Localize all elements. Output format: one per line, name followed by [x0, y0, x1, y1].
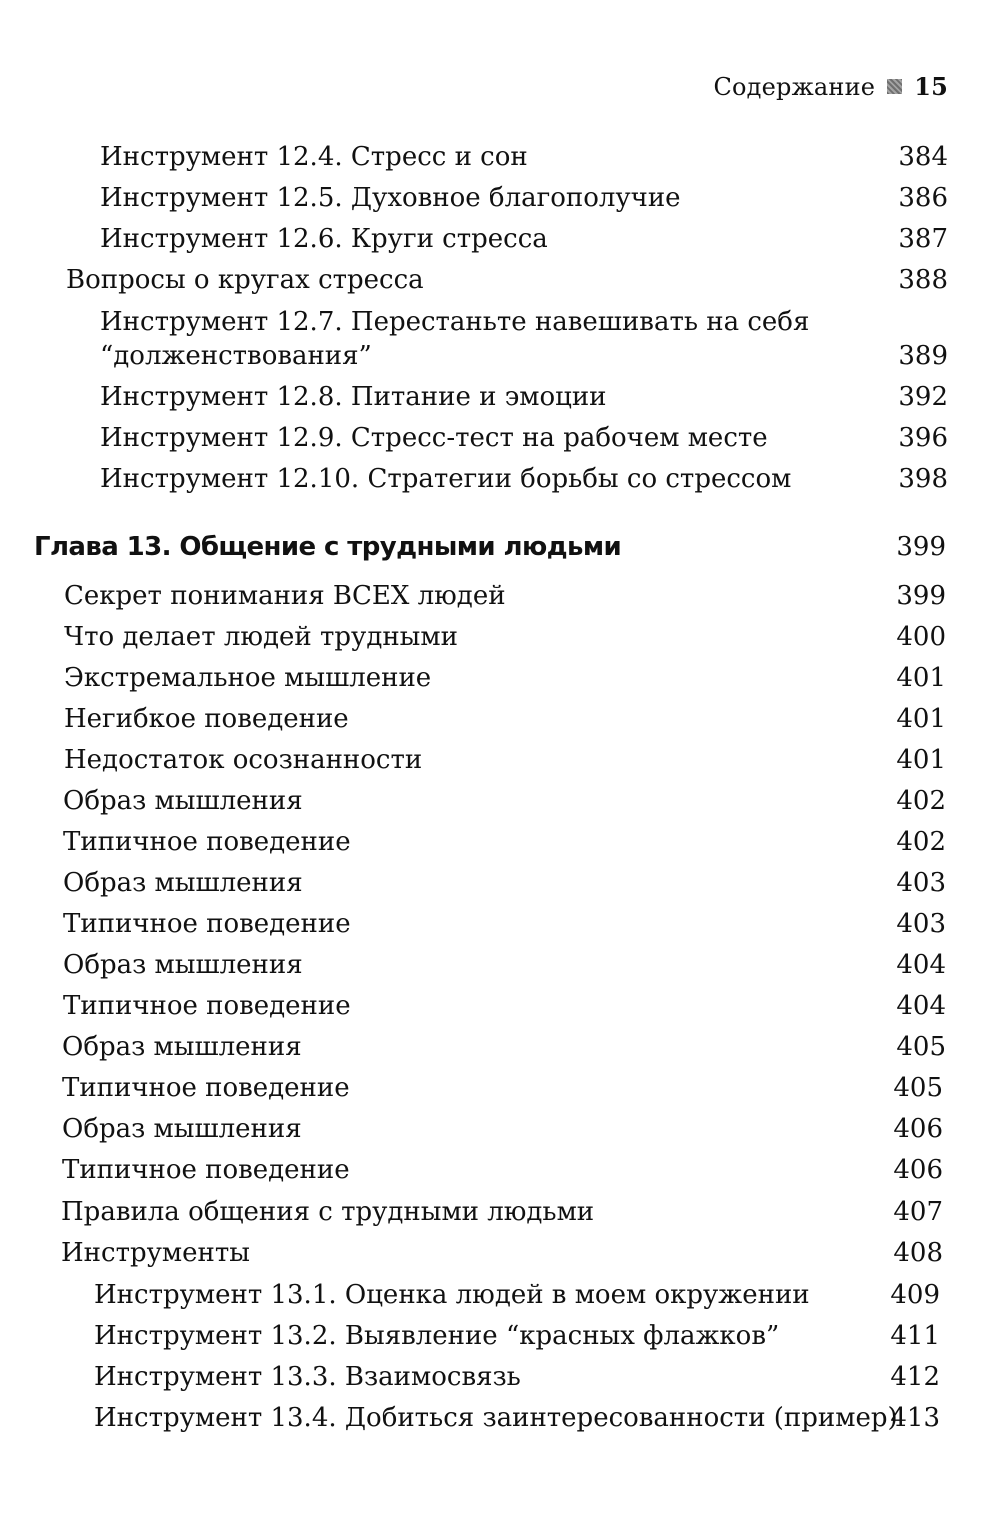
toc-entry-title: Типичное поведение [63, 827, 351, 857]
toc-entry-title: Типичное поведение [62, 1155, 350, 1185]
toc-entry-page: 400 [896, 622, 946, 652]
toc-entry-page: 402 [896, 786, 946, 816]
toc-entry-title: Инструмент 13.4. Добиться заинтересованности (пример) [94, 1403, 898, 1433]
running-head [713, 72, 948, 101]
toc-entry-title: Типичное поведение [63, 909, 351, 939]
toc-entry-title: Негибкое поведение [64, 704, 349, 734]
toc-entry-title: Инструмент 12.4. Стресс и сон [100, 142, 528, 172]
toc-entry-title: Инструмент 12.9. Стресс-тест на рабочем месте [100, 423, 768, 453]
toc-entry-page: 411 [890, 1321, 940, 1351]
toc-entry-page: 413 [890, 1403, 940, 1433]
toc-entry-title: Инструмент 12.5. Духовное благополучие [100, 183, 681, 213]
toc-entry-page: 404 [896, 950, 946, 980]
toc-entry-title: Секрет понимания ВСЕХ людей [64, 581, 506, 611]
toc-entry-title: Образ мышления [63, 950, 303, 980]
toc-entry-title: Глава 13. Общение с трудными людьми [34, 532, 622, 562]
square-bullet-icon [887, 79, 902, 94]
toc-entry-page: 407 [893, 1197, 943, 1227]
toc-entry-page: 388 [898, 265, 948, 295]
toc-entry-title: Типичное поведение [62, 1073, 350, 1103]
toc-entry-title: Образ мышления [62, 1114, 302, 1144]
toc-entry-title: Правила общения с трудными людьми [61, 1197, 595, 1227]
toc-entry-page: 409 [890, 1280, 940, 1310]
toc-entry-title: Типичное поведение [63, 991, 351, 1021]
page-number: 15 [914, 72, 948, 101]
toc-entry-page: 406 [893, 1114, 943, 1144]
toc-entry-page: 412 [890, 1362, 940, 1392]
toc-entry-page: 399 [896, 581, 946, 611]
toc-entry-title: Инструмент 12.6. Круги стресса [100, 224, 548, 254]
toc-entry-page: 403 [896, 909, 946, 939]
toc-entry-title: Инструмент 13.3. Взаимосвязь [94, 1362, 521, 1392]
toc-entry-page: 399 [896, 532, 946, 562]
toc-entry-page: 392 [898, 382, 948, 412]
toc-entry-page: 389 [898, 341, 948, 371]
toc-entry-title: Инструмент 13.2. Выявление “красных флажков” [94, 1321, 780, 1351]
toc-entry-title: Инструмент 12.8. Питание и эмоции [100, 382, 607, 412]
toc-entry-page: 387 [898, 224, 948, 254]
toc-entry-page: 401 [896, 663, 946, 693]
section-title: Содержание [713, 72, 876, 101]
toc-entry-title: Образ мышления [63, 868, 303, 898]
toc-entry-page: 398 [898, 464, 948, 494]
toc-entry-page: 408 [893, 1238, 943, 1268]
toc-entry-page: 384 [898, 142, 948, 172]
toc-entry-page: 386 [898, 183, 948, 213]
toc-entry-title: “долженствования” [100, 341, 372, 371]
toc-entry-page: 401 [896, 704, 946, 734]
toc-entry-title: Экстремальное мышление [64, 663, 432, 693]
toc-entry-title: Инструмент 12.10. Стратегии борьбы со стрессом [100, 464, 792, 494]
toc-entry-title: Образ мышления [62, 1032, 302, 1062]
toc-entry-page: 401 [896, 745, 946, 775]
toc-entry-title: Образ мышления [63, 786, 303, 816]
toc-entry-title: Вопросы о кругах стресса [66, 265, 424, 295]
toc-entry-page: 405 [893, 1073, 943, 1103]
toc-entry-title: Инструмент 12.7. Перестаньте навешивать на себя [100, 307, 810, 337]
toc-entry-title: Что делает людей трудными [64, 622, 458, 652]
toc-entry-title: Инструмент 13.1. Оценка людей в моем окружении [94, 1280, 810, 1310]
toc-entry-page: 405 [896, 1032, 946, 1062]
toc-entry-page: 396 [898, 423, 948, 453]
toc-entry-title: Инструменты [61, 1238, 250, 1268]
toc-entry-title: Недостаток осознанности [64, 745, 423, 775]
toc-entry-page: 402 [896, 827, 946, 857]
toc-entry-page: 406 [893, 1155, 943, 1185]
toc-entry-page: 403 [896, 868, 946, 898]
toc-entry-page: 404 [896, 991, 946, 1021]
